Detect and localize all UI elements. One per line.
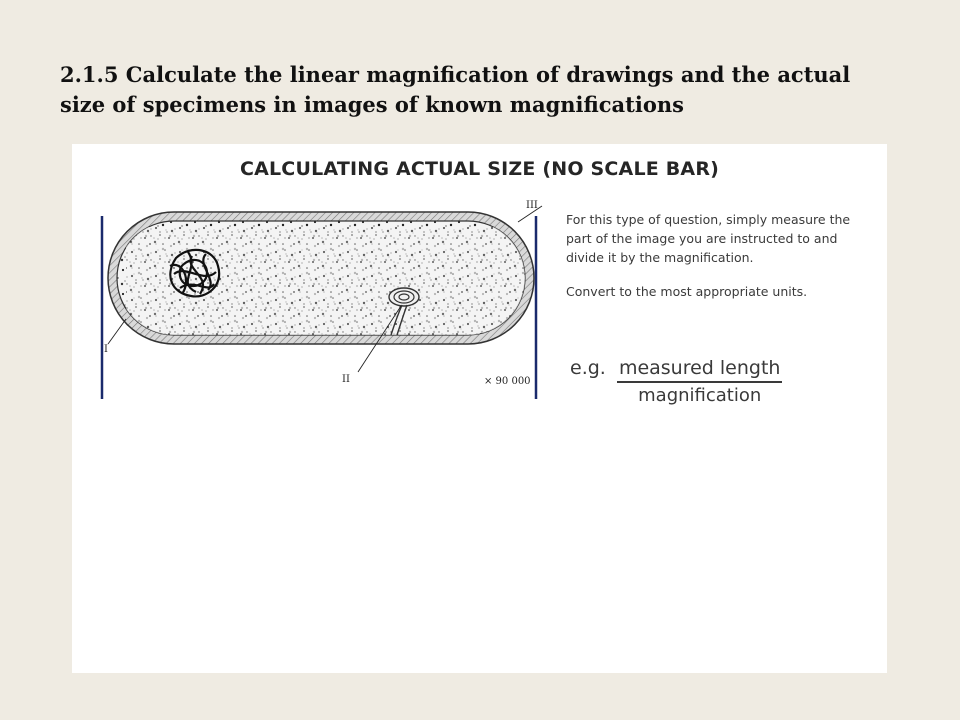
formula-fraction [617,357,783,406]
instructions [566,210,876,316]
formula-prefix: e.g. [570,357,606,379]
formula-denominator: magnification [638,385,762,406]
content-panel [72,144,887,673]
label-three: III [526,200,538,211]
instruction-convert: Convert to the most appropriate units. [566,284,808,299]
panel-heading: CALCULATING ACTUAL SIZE (NO SCALE BAR) [239,158,720,180]
leader-line-one [108,319,126,344]
slide-title: 2.1.5 Calculate the linear magnification of drawings and the actual size of specimens in images of known magnifications [60,62,851,117]
bacterium-diagram [96,194,556,409]
instruction-measure: For this type of question, simply measure the part of the image you are instructed to and divide it by the magnification. [566,212,851,265]
label-two: II [342,374,350,385]
label-one: I [104,344,108,355]
formula [570,357,782,406]
magnification-label: × 90 000 [484,376,531,387]
formula-numerator: measured length [617,357,783,383]
